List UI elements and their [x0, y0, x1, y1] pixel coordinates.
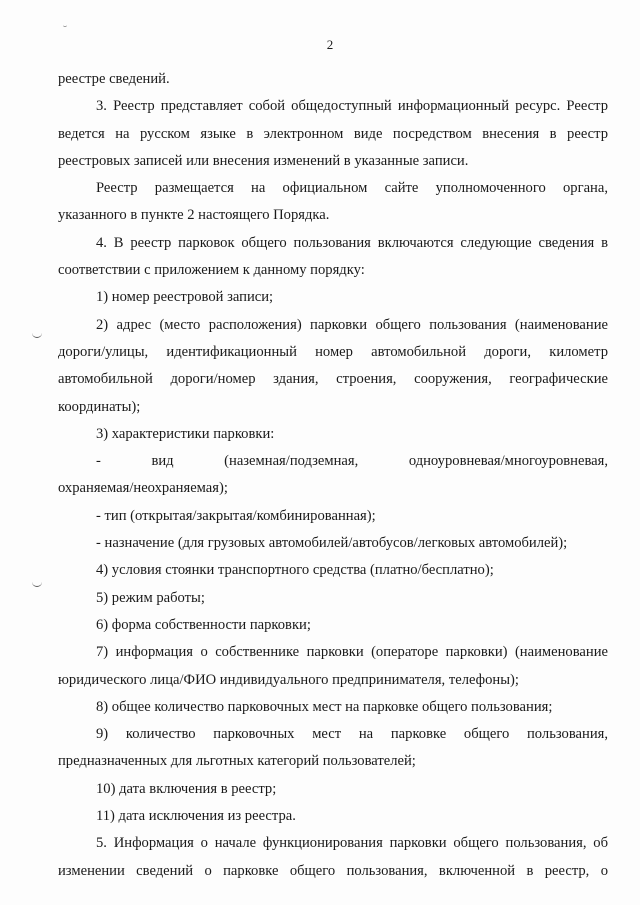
text-line: реестре сведений. [58, 71, 170, 87]
document-body [58, 66, 608, 885]
text-line: - вид (наземная/подземная, одноуровневая/многоуровневая, [96, 453, 608, 470]
text-line: ведется на русском языке в электронном виде посредством внесения в реестр [58, 125, 608, 142]
text-line: указанного в пункте 2 настоящего Порядка. [58, 207, 330, 224]
scan-mark [63, 24, 67, 27]
text-line: 3) характеристики парковки: [96, 425, 275, 442]
text-line: 5. Информация о начале функционирования парковки общего пользования, об [96, 835, 608, 852]
text-line: охраняемая/неохраняемая); [58, 480, 228, 497]
text-line: 4) условия стоянки транспортного средства (платно/бесплатно); [96, 562, 494, 579]
text-line: - назначение (для грузовых автомобилей/автобусов/легковых автомобилей); [96, 535, 568, 552]
text-line: 5) режим работы; [96, 589, 205, 606]
text-line: 6) форма собственности парковки; [96, 616, 311, 633]
text-line: 3. Реестр представляет собой общедоступный информационный ресурс. Реестр [96, 98, 608, 115]
text-line: Реестр размещается на официальном сайте уполномоченного органа, [96, 180, 608, 197]
text-line: 8) общее количество парковочных мест на парковке общего пользования; [96, 698, 553, 715]
text-line: дороги/улицы, идентификационный номер автомобильной дороги, километр [58, 343, 608, 360]
text-line: - тип (открытая/закрытая/комбинированная); [96, 507, 376, 524]
scan-mark [32, 582, 42, 587]
text-line: 9) количество парковочных мест на парковке общего пользования, [96, 726, 608, 743]
page-number: 2 [326, 37, 334, 52]
text-line: 7) информация о собственнике парковки (операторе парковки) (наименование [96, 644, 608, 661]
scan-mark [32, 333, 42, 338]
text-line: 2) адрес (место расположения) парковки общего пользования (наименование [96, 316, 608, 333]
text-line: координаты); [58, 398, 141, 415]
text-line: юридического лица/ФИО индивидуального предпринимателя, телефоны); [58, 671, 519, 688]
text-line: 11) дата исключения из реестра. [96, 808, 296, 825]
text-line: соответствии с приложением к данному порядку: [58, 262, 365, 279]
text-line: предназначенных для льготных категорий пользователей; [58, 753, 416, 770]
text-line: 4. В реестр парковок общего пользования включаются следующие сведения в [96, 234, 608, 251]
text-line: 1) номер реестровой записи; [96, 289, 274, 306]
text-line: изменении сведений о парковке общего пользования, включенной в реестр, о [58, 862, 608, 879]
text-line: реестровых записей или внесения изменений в указанные записи. [58, 152, 469, 169]
text-line: автомобильной дороги/номер здания, строения, сооружения, географические [58, 371, 608, 388]
text-line: 10) дата включения в реестр; [96, 780, 277, 797]
